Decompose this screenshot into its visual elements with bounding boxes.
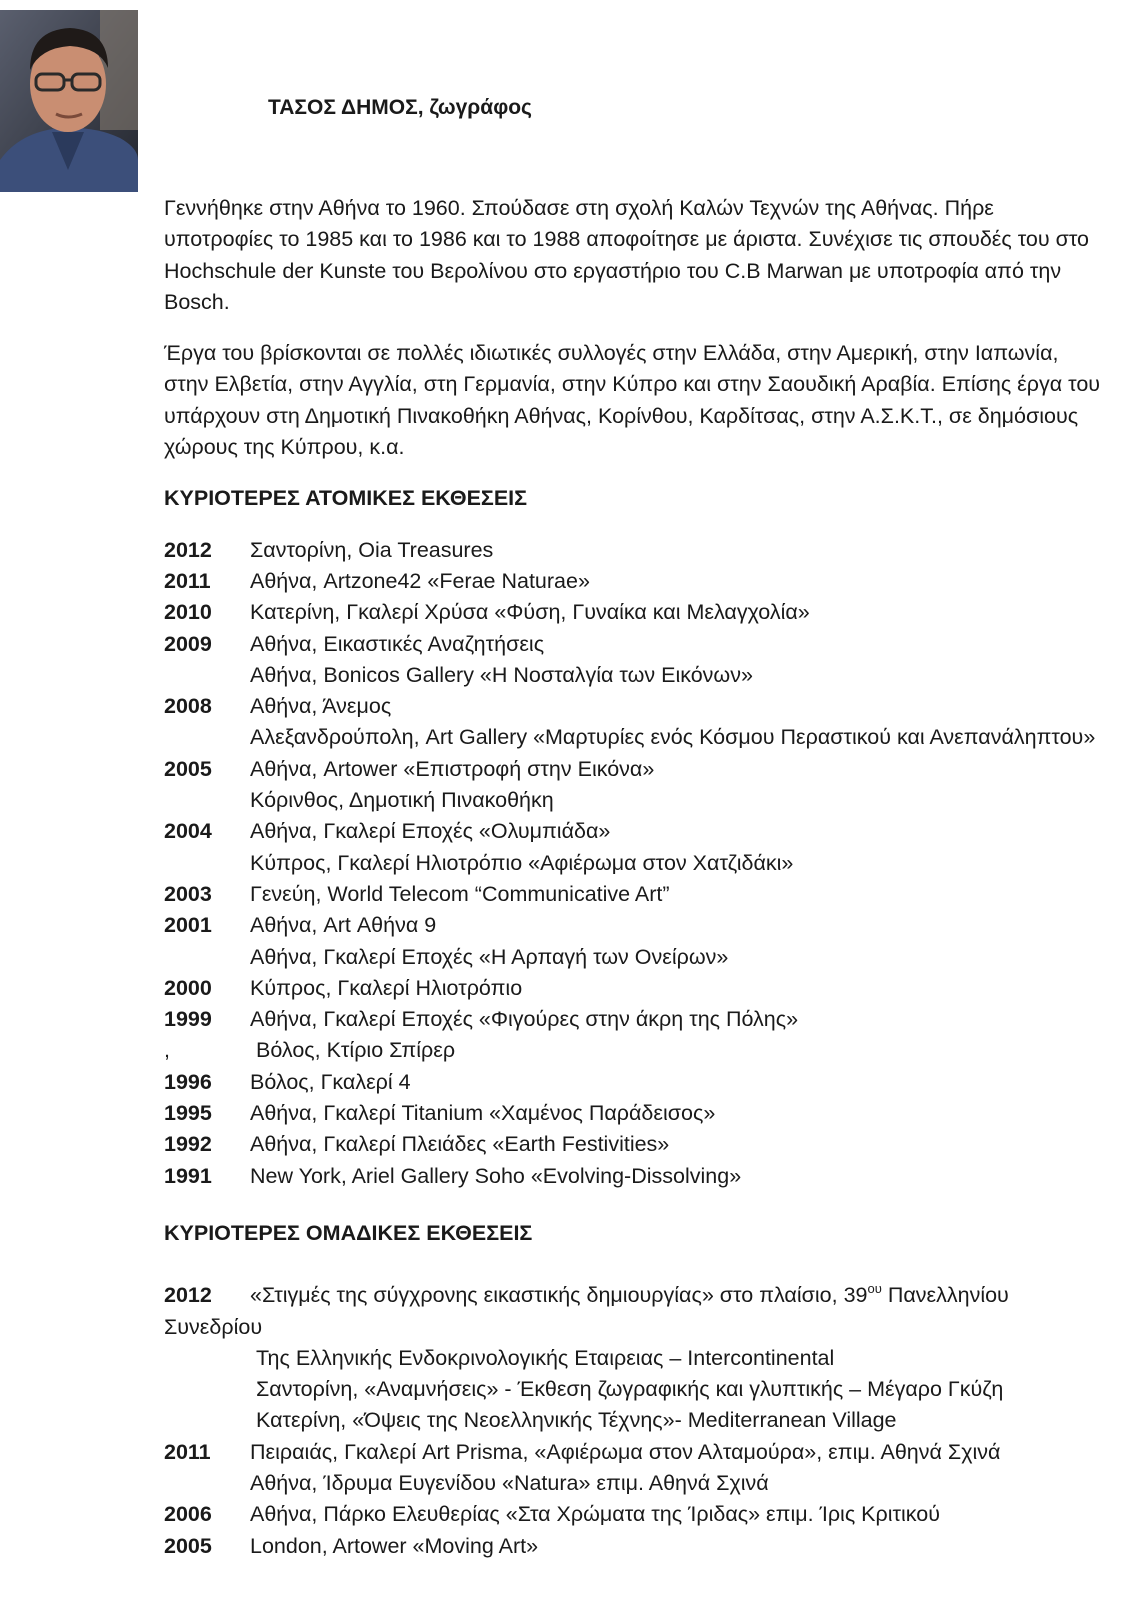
exhibition-entry <box>164 1161 1106 1192</box>
exhibition-year: 1996 <box>164 1069 212 1094</box>
exhibition-entry <box>164 754 1106 785</box>
solo-exhibitions-heading: ΚΥΡΙΟΤΕΡΕΣ ΑΤΟΜΙΚΕΣ ΕΚΘΕΣΕΙΣ <box>164 486 528 511</box>
exhibition-year: , <box>164 1038 170 1063</box>
exhibition-entry <box>164 973 1106 1004</box>
exhibition-year: 1999 <box>164 1007 212 1032</box>
exhibition-entry <box>164 597 1106 628</box>
exhibition-year: 2006 <box>164 1502 212 1527</box>
artist-portrait-photo <box>0 10 138 192</box>
exhibition-entry <box>164 722 1106 753</box>
exhibition-entry <box>164 1004 1106 1035</box>
exhibition-year: 2012 <box>164 537 212 562</box>
exhibition-year: 2012 <box>164 1283 212 1308</box>
exhibition-entry <box>164 629 1106 660</box>
exhibition-entry <box>164 910 1106 941</box>
exhibition-text: Αθήνα, Γκαλερί Εποχές «Φιγούρες στην άκρη της Πόλης» <box>250 1007 799 1032</box>
exhibition-text: Πειραιάς, Γκαλερί Art Prisma, «Αφιέρωμα στον Αλταμούρα», επιμ. Αθηνά Σχινά <box>250 1439 1001 1464</box>
exhibition-year: 1991 <box>164 1163 212 1188</box>
exhibition-text: Βόλος, Γκαλερί 4 <box>250 1069 411 1094</box>
exhibition-entry <box>164 1499 1106 1530</box>
bio-paragraph: Γεννήθηκε στην Αθήνα το 1960. Σπούδασε στη σχολή Καλών Τεχνών της Αθήνας. Πήρε υποτροφίες το 1985 και το 1986 και το 1988 αποφοίτησε με άριστα. Συνέχισε τις σπουδές του στο Hochschule der Kunste του Βερολίνου στο εργαστήριο του C.B Marwan με υποτροφία από την Bosch. <box>164 196 1090 314</box>
exhibition-text: Αθήνα, Εικαστικές Αναζητήσεις <box>250 631 545 656</box>
exhibition-year: 1995 <box>164 1101 212 1126</box>
exhibition-year: 1992 <box>164 1132 212 1157</box>
exhibition-entry <box>164 1035 1106 1066</box>
exhibition-year: 2000 <box>164 975 212 1000</box>
exhibition-text: Αθήνα, Πάρκο Ελευθερίας «Στα Χρώματα της Ίριδας» επιμ. Ίρις Κριτικού <box>250 1502 940 1527</box>
exhibition-entry <box>164 1067 1106 1098</box>
exhibition-text-part: Πανελληνίου Συνεδρίου <box>164 1283 1009 1339</box>
exhibition-text: Αθήνα, Άνεμος <box>250 694 392 719</box>
exhibition-text: London, Artower «Moving Art» <box>250 1533 539 1558</box>
exhibition-entry <box>164 942 1106 973</box>
exhibition-text: Κόρινθος, Δημοτική Πινακοθήκη <box>250 788 554 813</box>
exhibition-text: New York, Ariel Gallery Soho «Evolving-Dissolving» <box>250 1163 742 1188</box>
exhibition-text: Αθήνα, Art Αθήνα 9 <box>250 913 437 938</box>
exhibition-text: Αλεξανδρούπολη, Art Gallery «Μαρτυρίες ενός Κόσμου Περαστικού και Ανεπανάληπτου» <box>250 725 1096 750</box>
exhibition-year: 2010 <box>164 600 212 625</box>
collections-paragraph: Έργα του βρίσκονται σε πολλές ιδιωτικές συλλογές στην Ελλάδα, στην Αμερική, στην Ιαπωνία, στην Ελβετία, στην Αγγλία, στη Γερμανία, στην Κύπρο και στην Σαουδική Αραβία. Επίσης έργα του υπάρχουν στη Δημοτική Πινακοθήκη Αθήνας, Κορίνθου, Καρδίτσας, στην Α.Σ.Κ.Τ., σε δημόσιους χώρους της Κύπρου, κ.α. <box>164 341 1101 460</box>
document-body <box>164 193 1106 1562</box>
exhibition-text: Αθήνα, Γκαλερί Εποχές «Ολυμπιάδα» <box>250 819 611 844</box>
ordinal-superscript: ου <box>867 1281 882 1297</box>
exhibition-text: Αθήνα, Artzone42 «Ferae Naturae» <box>250 568 590 593</box>
exhibition-entry <box>164 1531 1106 1562</box>
exhibition-entry <box>164 691 1106 722</box>
exhibition-year: 2011 <box>164 1439 211 1464</box>
exhibition-text-part: «Στιγμές της σύγχρονης εικαστικής δημιουργίας» στο πλαίσιο, 39 <box>250 1283 868 1308</box>
exhibition-text: Σαντορίνη, «Αναμνήσεις» - Έκθεση ζωγραφικής και γλυπτικής – Μέγαρο Γκύζη <box>256 1377 1004 1402</box>
exhibition-entry <box>164 1437 1106 1468</box>
exhibition-year: 2011 <box>164 568 211 593</box>
exhibition-year: 2004 <box>164 819 212 844</box>
page-title: ΤΑΣΟΣ ΔΗΜΟΣ, ζωγράφος <box>268 96 532 119</box>
exhibition-year: 2008 <box>164 694 212 719</box>
exhibition-text: Σαντορίνη, Oia Treasures <box>250 537 494 562</box>
exhibition-entry <box>164 535 1106 566</box>
group-exhibitions-heading: ΚΥΡΙΟΤΕΡΕΣ ΟΜΑΔΙΚΕΣ ΕΚΘΕΣΕΙΣ <box>164 1220 533 1245</box>
exhibition-entry <box>164 660 1106 691</box>
exhibition-entry <box>164 1280 1106 1343</box>
exhibition-entry <box>164 1374 1106 1405</box>
exhibition-entry <box>164 879 1106 910</box>
exhibition-text: Κατερίνη, Γκαλερί Χρύσα «Φύση, Γυναίκα και Μελαγχολία» <box>250 600 810 625</box>
exhibition-entry <box>164 1098 1106 1129</box>
exhibition-text: Της Ελληνικής Ενδοκρινολογικής Εταιρειας – Intercontinental <box>256 1345 835 1370</box>
exhibition-year: 2003 <box>164 881 212 906</box>
exhibition-text: Αθήνα, Artower «Επιστροφή στην Εικόνα» <box>250 756 655 781</box>
exhibition-year: 2005 <box>164 1533 212 1558</box>
exhibition-text: Αθήνα, Γκαλερί Εποχές «Η Αρπαγή των Ονείρων» <box>250 944 729 969</box>
exhibition-year: 2005 <box>164 756 212 781</box>
exhibition-year: 2009 <box>164 631 212 656</box>
exhibition-text: Κύπρος, Γκαλερί Ηλιοτρόπιο «Αφιέρωμα στον Χατζιδάκι» <box>250 850 794 875</box>
exhibition-text: Αθήνα, Ίδρυμα Ευγενίδου «Natura» επιμ. Αθηνά Σχινά <box>250 1470 769 1495</box>
exhibition-entry <box>164 566 1106 597</box>
exhibition-text: Αθήνα, Γκαλερί Πλειάδες «Earth Festivities» <box>250 1132 670 1157</box>
exhibition-text: Αθήνα, Γκαλερί Titanium «Χαμένος Παράδεισος» <box>250 1101 716 1126</box>
exhibition-text <box>164 1280 1106 1343</box>
exhibition-entry <box>164 1343 1106 1374</box>
exhibition-entry <box>164 1129 1106 1160</box>
exhibition-text: Βόλος, Κτίριο Σπίρερ <box>256 1038 456 1063</box>
exhibition-entry <box>164 848 1106 879</box>
exhibition-text: Κατερίνη, «Όψεις της Νεοελληνικής Τέχνης»- Mediterranean Village <box>256 1408 897 1433</box>
exhibition-year: 2001 <box>164 913 212 938</box>
exhibition-entry <box>164 1468 1106 1499</box>
exhibition-text: Αθήνα, Bonicos Gallery «Η Νοσταλγία των Εικόνων» <box>250 662 753 687</box>
exhibition-text: Γενεύη, World Telecom “Communicative Art” <box>250 881 670 906</box>
exhibition-entry <box>164 785 1106 816</box>
exhibition-entry <box>164 1405 1106 1436</box>
exhibition-text: Κύπρος, Γκαλερί Ηλιοτρόπιο <box>250 975 523 1000</box>
exhibition-entry <box>164 816 1106 847</box>
